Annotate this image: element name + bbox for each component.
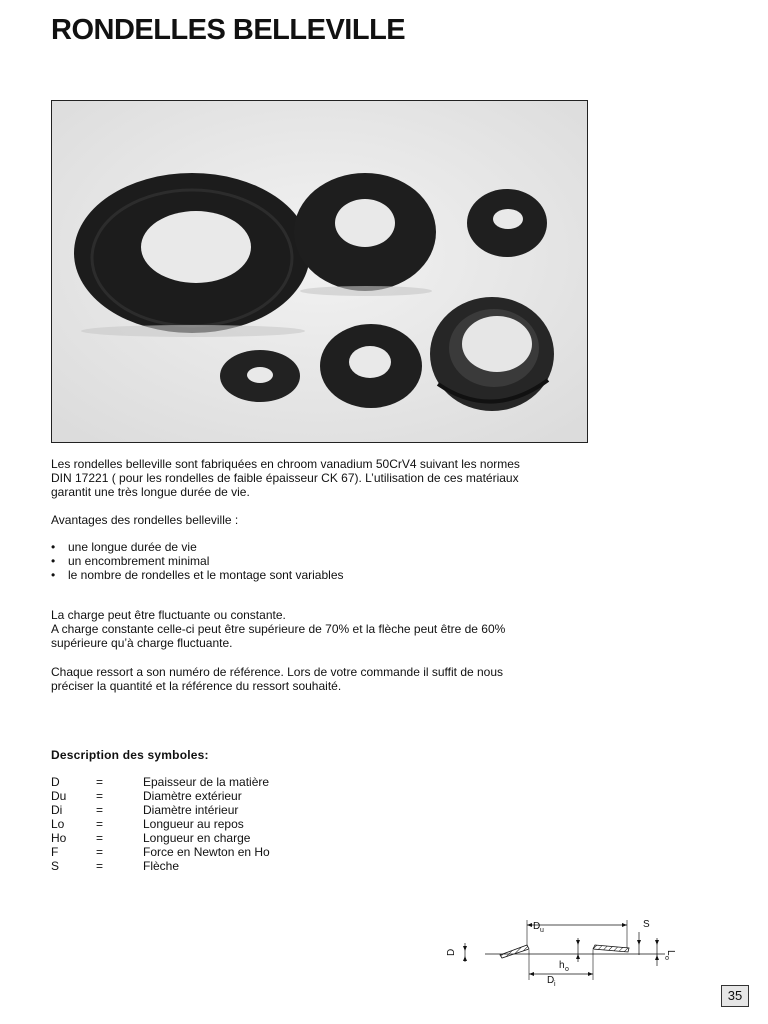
page-number: 35	[721, 985, 749, 1007]
page-title: RONDELLES BELLEVILLE	[51, 14, 406, 46]
du-label: D	[533, 921, 541, 932]
symbol-code: S	[51, 859, 60, 873]
symbol-row	[51, 831, 371, 845]
symbol-definition: Longueur au repos	[143, 817, 244, 831]
advantages-list	[51, 540, 344, 582]
list-item: • le nombre de rondelles et le montage sont variables	[51, 568, 344, 582]
ho-label: h	[559, 960, 565, 971]
symbol-code: Lo	[51, 817, 65, 831]
charge-line: A charge constante celle-ci peut être supérieure de 70% et la flèche peut être de 60%	[51, 622, 506, 636]
symbol-equals: =	[96, 859, 104, 873]
intro-line: DIN 17221 ( pour les rondelles de faible épaisseur CK 67). L’utilisation de ces matériaux	[51, 471, 519, 485]
lo-subscript: o	[663, 956, 670, 960]
symbol-equals: =	[96, 845, 104, 859]
symbol-equals: =	[96, 831, 104, 845]
di-label: D	[547, 975, 555, 986]
symbol-code: D	[51, 775, 60, 789]
symbol-equals: =	[96, 817, 104, 831]
symbol-row	[51, 817, 371, 831]
washer-section-right	[593, 945, 629, 952]
washers-image	[52, 101, 587, 442]
symbols-title: Description des symboles:	[51, 748, 209, 762]
washers-photo	[51, 100, 588, 443]
symbol-row	[51, 859, 371, 873]
list-item: • un encombrement minimal	[51, 554, 344, 568]
lo-label: L	[665, 950, 676, 956]
reference-paragraph	[51, 665, 591, 693]
symbol-definition: Longueur en charge	[143, 831, 251, 845]
washer-cross-section-diagram	[445, 910, 685, 990]
symbol-equals: =	[96, 803, 104, 817]
symbol-definition: Force en Newton en Ho	[143, 845, 270, 859]
symbol-row	[51, 775, 371, 789]
reference-line: préciser la quantité et la référence du ressort souhaité.	[51, 679, 342, 693]
symbol-row	[51, 789, 371, 803]
symbol-code: Di	[51, 803, 63, 817]
symbol-code: Ho	[51, 831, 67, 845]
list-item: • une longue durée de vie	[51, 540, 344, 554]
du-subscript: u	[540, 927, 544, 934]
di-subscript: i	[554, 981, 556, 988]
symbol-row	[51, 845, 371, 859]
symbol-definition: Diamètre extérieur	[143, 789, 242, 803]
charge-line: supérieure qu’à charge fluctuante.	[51, 636, 233, 650]
charge-paragraph	[51, 608, 591, 650]
symbol-definition: Epaisseur de la matière	[143, 775, 270, 789]
symbol-equals: =	[96, 789, 104, 803]
ho-subscript: o	[565, 966, 569, 973]
charge-line: La charge peut être fluctuante ou constante.	[51, 608, 286, 622]
symbols-table	[51, 775, 371, 873]
symbol-row	[51, 803, 371, 817]
intro-line: garantit une très longue durée de vie.	[51, 485, 250, 499]
s-label: S	[643, 919, 650, 930]
reference-line: Chaque ressort a son numéro de référence. Lors de votre commande il suffit de nous	[51, 665, 504, 679]
symbol-definition: Flèche	[143, 859, 180, 873]
symbol-code: Du	[51, 789, 67, 803]
symbol-code: F	[51, 845, 59, 859]
symbol-definition: Diamètre intérieur	[143, 803, 239, 817]
intro-line: Les rondelles belleville sont fabriquées en chroom vanadium 50CrV4 suivant les normes	[51, 457, 520, 471]
d-label: D	[446, 948, 457, 956]
intro-paragraph	[51, 457, 591, 499]
symbol-equals: =	[96, 775, 104, 789]
washer-section-left	[500, 945, 529, 958]
advantages-heading: Avantages des rondelles belleville :	[51, 513, 239, 527]
